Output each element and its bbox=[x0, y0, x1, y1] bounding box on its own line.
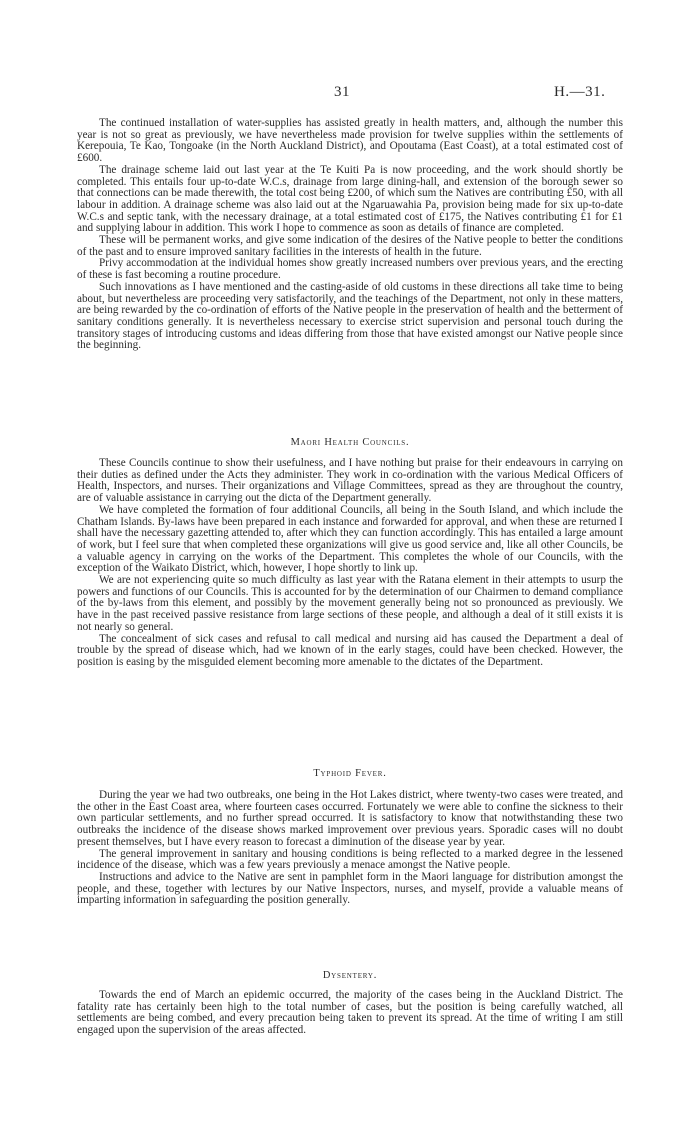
paragraph: We are not experiencing quite so much difficulty as last year with the Ratana element in their attempts to usurp the powers and functions of our Councils. This is accounted for by the determination of our Chairmen to demand compliance of the by-laws from this element, and possibly by the movement generally being not so pronounced as previously. We have in the past received passive resistance from large sections of these people, and although a deal of it still exists it is not nearly so general. bbox=[77, 574, 623, 633]
section-heading-typhoid-fever: Typhoid Fever. bbox=[313, 768, 387, 779]
intro-section bbox=[77, 118, 623, 352]
page-header bbox=[0, 84, 700, 106]
paragraph: The drainage scheme laid out last year at the Te Kuiti Pa is now proceeding, and the work should shortly be completed. This entails four up-to-date W.C.s, drainage from large dining-hall, and extension of the borough sewer so that connections can be made therewith, the total cost being £200, of which sum the Natives are contributing £50, with all labour in addition. A drainage scheme was also laid out at the Ngaruawahia Pa, provision being made for six up-to-date W.C.s and septic tank, with the necessary drainage, at a total estimated cost of £175, the Natives contributing £1 for £1 and supplying labour in addition. This work I hope to commence as soon as details of finance are completed. bbox=[77, 163, 623, 235]
paragraph: We have completed the formation of four additional Councils, all being in the South Island, and which include the Chatham Islands. By-laws have been prepared in each instance and forwarded for approval, and when these are returned I shall have the necessary gazetting attended to, after which they can function accordingly. This has entailed a large amount of work, but I feel sure that when completed these organizations will give us good service and, like all other Councils, be a valuable agency in carrying on the works of the Department. This completes the whole of our Councils, with the exception of the Waikato District, which, however, I hope shortly to link up. bbox=[77, 503, 623, 575]
typhoid-section bbox=[77, 790, 623, 907]
paragraph: During the year we had two outbreaks, one being in the Hot Lakes district, where twenty-two cases were treated, and the other in the East Coast area, where fourteen cases occurred. Fortunately we were able to confine the sickness to their own particular settlements, and no further spread occurred. It is satisfactory to know that notwithstanding these two outbreaks the incidence of the disease shows marked improvement over previous years. Sporadic cases will no doubt present themselves, but I have every reason to forecast a diminution of the disease year by year. bbox=[77, 789, 623, 848]
paragraph: The general improvement in sanitary and housing conditions is being reflected to a marked degree in the lessened incidence of the disease, which was a few years previously a menace amongst the Native people. bbox=[77, 847, 623, 872]
section-heading-maori-health-councils: Maori Health Councils. bbox=[290, 437, 410, 448]
paragraph: These Councils continue to show their usefulness, and I have nothing but praise for their endeavours in carrying on their duties as defined under the Acts they administer. They work in co-ordination with the various Medical Officers of Health, Inspectors, and nurses. Their organizations and Village Committees, spread as they are throughout the country, are of valuable assistance in carrying out the dicta of the Department generally. bbox=[77, 457, 623, 505]
paragraph: These will be permanent works, and give some indication of the desires of the Native people to better the conditions of the past and to ensure improved sanitary facilities in the interests of health in the future. bbox=[77, 234, 623, 258]
paragraph: Such innovations as I have mentioned and the casting-aside of old customs in these directions all take time to being about, but nevertheless are proceeding very satisfactorily, and the teachings of the Department, not only in these matters, are being rewarded by the co-ordination of efforts of the Native people in the preservation of health and the betterment of sanitary conditions generally. It is nevertheless necessary to exercise strict supervision and personal touch during the transitory stages of introducing customs and ideas differing from those that have existed amongst our Native people since the beginning. bbox=[77, 280, 623, 352]
paragraph: The continued installation of water-supplies has assisted greatly in health matters, and, although the number this year is not so great as previously, we have nevertheless made provision for twelve supplies within the settlements of Kerepouia, Te Kao, Tongoake (in the North Auckland District), and Opoutama (East Coast), at a total estimated cost of £600. bbox=[77, 117, 623, 165]
paragraph: Privy accommodation at the individual homes show greatly increased numbers over previous years, and the erecting of these is fast becoming a routine procedure. bbox=[77, 257, 623, 282]
document-reference: H.—31. bbox=[554, 84, 606, 100]
page-number: 31 bbox=[334, 84, 350, 100]
paragraph: The concealment of sick cases and refusal to call medical and nursing aid has caused the Department a deal of trouble by the spread of disease which, had we known of in the early stages, could have been checked. However, the position is easing by the misguided element becoming more amenable to the dictates of the Department. bbox=[77, 632, 623, 668]
section-heading-dysentery: Dysentery. bbox=[322, 970, 378, 981]
paragraph: Towards the end of March an epidemic occurred, the majority of the cases being in the Auckland District. The fatality rate has certainly been high to the total number of cases, but the position is being carefully watched, all settlements are being combed, and every precaution being taken to prevent its spread. At the time of writing I am still engaged upon the supervision of the areas affected. bbox=[77, 989, 623, 1037]
maori-councils-section bbox=[77, 458, 623, 669]
dysentery-section bbox=[77, 990, 623, 1037]
paragraph: Instructions and advice to the Native are sent in pamphlet form in the Maori language for distribution amongst the people, and these, together with lectures by our Native Inspectors, nurses, and myself, provide a valuable means of imparting information in safeguarding the position generally. bbox=[77, 870, 623, 907]
